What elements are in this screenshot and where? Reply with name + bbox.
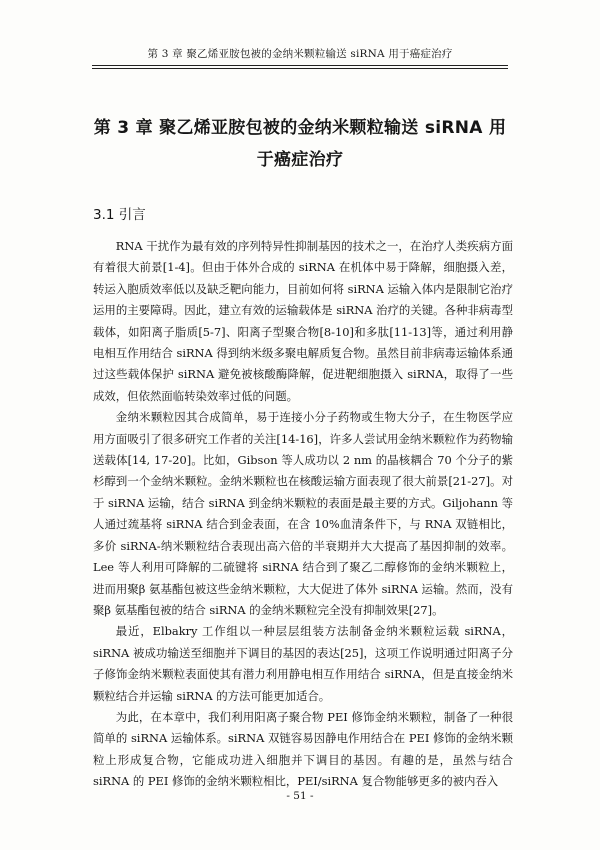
paragraph: 最近，Elbakry 工作组以一种层层组装方法制备金纳米颗粒运载 siRNA，siRNA 被成功输送至细胞并下调目的基因的表达[25]，这项工作说明通过阳离子分子修饰金纳米颗粒表面使其有潜力利用静电相互作用结合 siRNA，但是直接金纳米颗粒结合并运输 siRNA 的方法可能更加适合。 <box>93 624 513 703</box>
chapter-title: 第 3 章 聚乙烯亚胺包被的金纳米颗粒输送 siRNA 用于癌症治疗 <box>93 118 507 170</box>
paragraph: RNA 干扰作为最有效的序列特异性抑制基因的技术之一，在治疗人类疾病方面有着很大前景[1-4]。但由于体外合成的 siRNA 在机体中易于降解，细胞摄入差，转运入胞质效率低以及缺乏靶向能力，目前如何将 siRNA 运输入体内是限制它治疗运用的主要障碍。因此，建立有效的运输载体是 siRNA 治疗的关键。各种非病毒型载体，如阳离子脂质[5-7]、阳离子型聚合物[8-10]和多肽[11-13]等，通过利用静电相互作用结合 siRNA 得到纳米级多聚电解质复合物。虽然目前非病毒运输体系通过这些载体保护 siRNA 避免被核酸酶降解，促进靶细胞摄入 siRNA，取得了一些成效，但依然面临转染效率过低的问题。 <box>93 239 513 403</box>
body-text <box>93 236 513 793</box>
paragraph: 金纳米颗粒因其合成简单，易于连接小分子药物或生物大分子，在生物医学应用方面吸引了很多研究工作者的关注[14-16]，许多人尝试用金纳米颗粒作为药物输送载体[14, 17-20]。比如，Gibson 等人成功以 2 nm 的晶核耦合 70 个分子的紫杉醇到一个金纳米颗粒。金纳米颗粒也在核酸运输方面表现了很大前景[21-27]。对于 siRNA 运输，结合 siRNA 到金纳米颗粒的表面是最主要的方式。Giljohann 等人通过巯基将 siRNA 结合到金表面，在含 10%血清条件下，与 RNA 双链相比，多价 siRNA-纳米颗粒结合表现出高六倍的半衰期并大大提高了基因抑制的效率。Lee 等人利用可降解的二硫键将 siRNA 结合到了聚乙二醇修饰的金纳米颗粒上，进而用聚β 氨基酯包被这些金纳米颗粒，大大促进了体外 siRNA 运输。然而，没有聚β 氨基酯包被的结合 siRNA 的金纳米颗粒完全没有抑制效果[27]。 <box>93 410 513 617</box>
running-header: 第 3 章 聚乙烯亚胺包被的金纳米颗粒输送 siRNA 用于癌症治疗 <box>92 46 508 66</box>
paragraph: 为此，在本章中，我们利用阳离子聚合物 PEI 修饰金纳米颗粒，制备了一种很简单的 siRNA 运输体系。siRNA 双链容易因静电作用结合在 PEI 修饰的金纳米颗粒上形成复合物，它能成功进入细胞并下调目的基因。有趣的是，虽然与结合 siRNA 的 PEI 修饰的金纳米颗粒相比，PEI/siRNA 复合物能够更多的被内吞入 <box>93 709 513 789</box>
page-number: - 51 - <box>286 790 314 802</box>
section-heading: 3.1 引言 <box>93 207 146 223</box>
